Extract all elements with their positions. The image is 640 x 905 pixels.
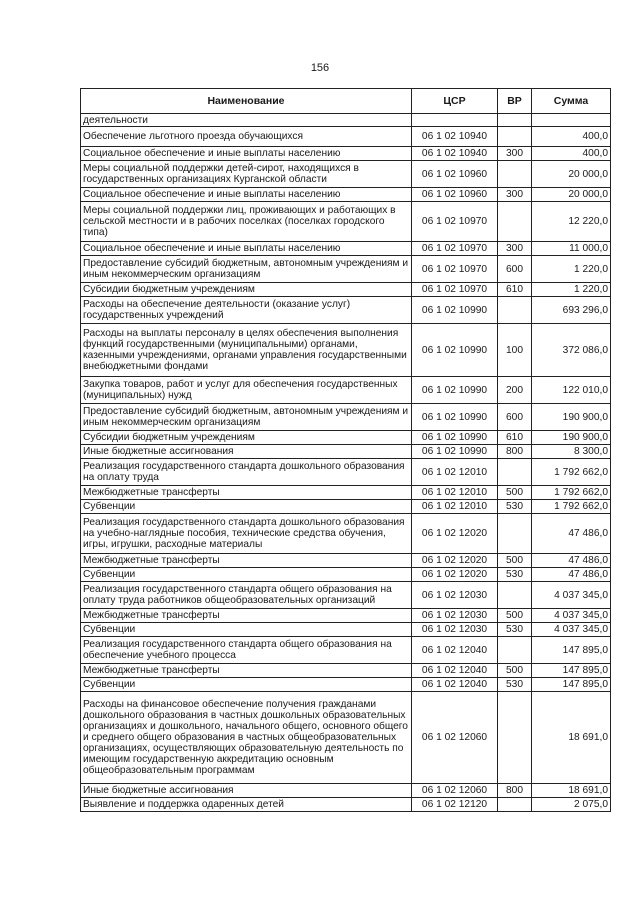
cell-vr: 530	[498, 623, 532, 637]
cell-vr: 800	[498, 784, 532, 798]
cell-vr: 100	[498, 324, 532, 377]
cell-csr: 06 1 02 12120	[412, 798, 498, 812]
cell-vr	[498, 582, 532, 609]
table-row	[81, 664, 611, 678]
table-row	[81, 161, 611, 188]
cell-name: Реализация государственного стандарта общего образования на оплату труда работников общеобразовательных организаций	[81, 582, 412, 609]
cell-vr: 200	[498, 377, 532, 404]
cell-csr: 06 1 02 10940	[412, 147, 498, 161]
cell-vr: 300	[498, 188, 532, 202]
table-row	[81, 582, 611, 609]
cell-sum: 4 037 345,0	[532, 609, 611, 623]
cell-name: Расходы на обеспечение деятельности (оказание услуг) государственных учреждений	[81, 297, 412, 324]
cell-name: Реализация государственного стандарта дошкольного образования на оплату труда	[81, 459, 412, 486]
cell-name: Иные бюджетные ассигнования	[81, 445, 412, 459]
cell-sum: 18 691,0	[532, 692, 611, 784]
cell-name: Реализация государственного стандарта дошкольного образования на учебно-наглядные пособия, технические средства обучения, игры, игрушки, расходные материалы	[81, 514, 412, 554]
cell-csr: 06 1 02 10990	[412, 445, 498, 459]
cell-sum: 1 220,0	[532, 283, 611, 297]
cell-csr: 06 1 02 12020	[412, 514, 498, 554]
page-number: 156	[310, 62, 330, 74]
cell-vr	[498, 161, 532, 188]
cell-name: Расходы на финансовое обеспечение получения гражданами дошкольного образования в частных дошкольных образовательных организациях и дошкольного, начального общего, основного общего и среднего общего образования в частных общеобразовательных организациях, осуществляющих образовательную деятельность по имеющим государственную аккредитацию основным общеобразовательным программам	[81, 692, 412, 784]
cell-csr: 06 1 02 12010	[412, 486, 498, 500]
cell-vr	[498, 202, 532, 242]
table-row	[81, 147, 611, 161]
cell-csr: 06 1 02 10970	[412, 283, 498, 297]
cell-vr: 500	[498, 554, 532, 568]
cell-name: Субвенции	[81, 678, 412, 692]
cell-sum: 1 792 662,0	[532, 486, 611, 500]
cell-csr: 06 1 02 12040	[412, 678, 498, 692]
cell-sum: 4 037 345,0	[532, 582, 611, 609]
table-row	[81, 500, 611, 514]
cell-csr: 06 1 02 10990	[412, 431, 498, 445]
cell-sum: 400,0	[532, 127, 611, 147]
cell-sum: 11 000,0	[532, 242, 611, 256]
cell-sum: 1 792 662,0	[532, 500, 611, 514]
cell-sum: 12 220,0	[532, 202, 611, 242]
cell-sum: 20 000,0	[532, 161, 611, 188]
cell-sum	[532, 114, 611, 127]
cell-csr	[412, 114, 498, 127]
budget-table	[80, 88, 611, 812]
table-row	[81, 798, 611, 812]
cell-sum: 47 486,0	[532, 514, 611, 554]
cell-name: Субсидии бюджетным учреждениям	[81, 431, 412, 445]
table-row	[81, 514, 611, 554]
cell-vr	[498, 798, 532, 812]
cell-sum: 693 296,0	[532, 297, 611, 324]
header-name: Наименование	[81, 89, 412, 114]
cell-vr	[498, 127, 532, 147]
cell-vr	[498, 114, 532, 127]
table-row	[81, 431, 611, 445]
cell-vr	[498, 514, 532, 554]
cell-csr: 06 1 02 12030	[412, 582, 498, 609]
cell-csr: 06 1 02 12060	[412, 784, 498, 798]
cell-name: Закупка товаров, работ и услуг для обеспечения государственных (муниципальных) нужд	[81, 377, 412, 404]
cell-csr: 06 1 02 10990	[412, 324, 498, 377]
cell-name: Межбюджетные трансферты	[81, 664, 412, 678]
table-row	[81, 324, 611, 377]
cell-vr: 300	[498, 242, 532, 256]
cell-csr: 06 1 02 10990	[412, 297, 498, 324]
cell-name: Социальное обеспечение и иные выплаты населению	[81, 147, 412, 161]
cell-csr: 06 1 02 12030	[412, 623, 498, 637]
cell-vr: 610	[498, 283, 532, 297]
cell-csr: 06 1 02 10990	[412, 404, 498, 431]
cell-name: Иные бюджетные ассигнования	[81, 784, 412, 798]
header-sum: Сумма	[532, 89, 611, 114]
cell-vr: 500	[498, 664, 532, 678]
cell-sum: 372 086,0	[532, 324, 611, 377]
table-row	[81, 188, 611, 202]
cell-sum: 147 895,0	[532, 664, 611, 678]
cell-sum: 190 900,0	[532, 404, 611, 431]
cell-csr: 06 1 02 12060	[412, 692, 498, 784]
cell-vr: 600	[498, 256, 532, 283]
cell-csr: 06 1 02 12010	[412, 500, 498, 514]
cell-sum: 1 792 662,0	[532, 459, 611, 486]
table-row	[81, 202, 611, 242]
cell-sum: 147 895,0	[532, 678, 611, 692]
cell-name: Межбюджетные трансферты	[81, 486, 412, 500]
cell-sum: 8 300,0	[532, 445, 611, 459]
cell-vr	[498, 297, 532, 324]
table-row	[81, 609, 611, 623]
cell-sum: 47 486,0	[532, 554, 611, 568]
table-row	[81, 404, 611, 431]
cell-sum: 2 075,0	[532, 798, 611, 812]
cell-vr: 300	[498, 147, 532, 161]
cell-vr: 500	[498, 609, 532, 623]
cell-csr: 06 1 02 10970	[412, 242, 498, 256]
cell-vr: 610	[498, 431, 532, 445]
table-row	[81, 568, 611, 582]
cell-vr: 500	[498, 486, 532, 500]
cell-vr	[498, 637, 532, 664]
cell-name: Реализация государственного стандарта общего образования на обеспечение учебного процесса	[81, 637, 412, 664]
cell-vr	[498, 459, 532, 486]
table-row	[81, 678, 611, 692]
table-row	[81, 554, 611, 568]
table-row	[81, 459, 611, 486]
cell-name: Обеспечение льготного проезда обучающихся	[81, 127, 412, 147]
table-row	[81, 242, 611, 256]
cell-sum: 47 486,0	[532, 568, 611, 582]
table-row	[81, 377, 611, 404]
table-row	[81, 486, 611, 500]
table-row	[81, 114, 611, 127]
cell-vr: 530	[498, 500, 532, 514]
cell-name: деятельности	[81, 114, 412, 127]
cell-name: Меры социальной поддержки детей-сирот, находящихся в государственных организациях Курганской области	[81, 161, 412, 188]
cell-sum: 400,0	[532, 147, 611, 161]
cell-sum: 4 037 345,0	[532, 623, 611, 637]
cell-csr: 06 1 02 12010	[412, 459, 498, 486]
table-row	[81, 297, 611, 324]
cell-name: Социальное обеспечение и иные выплаты населению	[81, 188, 412, 202]
cell-csr: 06 1 02 12020	[412, 568, 498, 582]
cell-name: Субвенции	[81, 623, 412, 637]
table-row	[81, 637, 611, 664]
cell-csr: 06 1 02 10940	[412, 127, 498, 147]
cell-csr: 06 1 02 10960	[412, 161, 498, 188]
cell-name: Предоставление субсидий бюджетным, автономным учреждениям и иным некоммерческим организациям	[81, 404, 412, 431]
table-row	[81, 445, 611, 459]
table-row	[81, 127, 611, 147]
cell-vr: 530	[498, 568, 532, 582]
header-vr: ВР	[498, 89, 532, 114]
table-row	[81, 256, 611, 283]
cell-name: Субвенции	[81, 568, 412, 582]
table-row	[81, 623, 611, 637]
cell-name: Межбюджетные трансферты	[81, 554, 412, 568]
cell-csr: 06 1 02 10970	[412, 256, 498, 283]
table-row	[81, 784, 611, 798]
cell-sum: 122 010,0	[532, 377, 611, 404]
cell-sum: 1 220,0	[532, 256, 611, 283]
cell-sum: 18 691,0	[532, 784, 611, 798]
cell-sum: 20 000,0	[532, 188, 611, 202]
cell-csr: 06 1 02 12020	[412, 554, 498, 568]
cell-sum: 190 900,0	[532, 431, 611, 445]
header-csr: ЦСР	[412, 89, 498, 114]
cell-vr: 800	[498, 445, 532, 459]
cell-name: Предоставление субсидий бюджетным, автономным учреждениям и иным некоммерческим организациям	[81, 256, 412, 283]
cell-name: Выявление и поддержка одаренных детей	[81, 798, 412, 812]
cell-csr: 06 1 02 12040	[412, 637, 498, 664]
table-row	[81, 692, 611, 784]
table-header-row	[81, 89, 611, 114]
cell-csr: 06 1 02 10990	[412, 377, 498, 404]
cell-sum: 147 895,0	[532, 637, 611, 664]
cell-vr: 600	[498, 404, 532, 431]
cell-csr: 06 1 02 10960	[412, 188, 498, 202]
cell-name: Межбюджетные трансферты	[81, 609, 412, 623]
cell-csr: 06 1 02 12040	[412, 664, 498, 678]
cell-name: Субсидии бюджетным учреждениям	[81, 283, 412, 297]
cell-csr: 06 1 02 10970	[412, 202, 498, 242]
cell-vr: 530	[498, 678, 532, 692]
cell-name: Субвенции	[81, 500, 412, 514]
cell-vr	[498, 692, 532, 784]
cell-name: Расходы на выплаты персоналу в целях обеспечения выполнения функций государственными (муниципальными) органами, казенными учреждениями, органами управления государственными внебюджетными фондами	[81, 324, 412, 377]
table-body	[81, 114, 611, 812]
cell-name: Социальное обеспечение и иные выплаты населению	[81, 242, 412, 256]
cell-name: Меры социальной поддержки лиц, проживающих и работающих в сельской местности и в рабочих поселках (поселках городского типа)	[81, 202, 412, 242]
cell-csr: 06 1 02 12030	[412, 609, 498, 623]
table-row	[81, 283, 611, 297]
